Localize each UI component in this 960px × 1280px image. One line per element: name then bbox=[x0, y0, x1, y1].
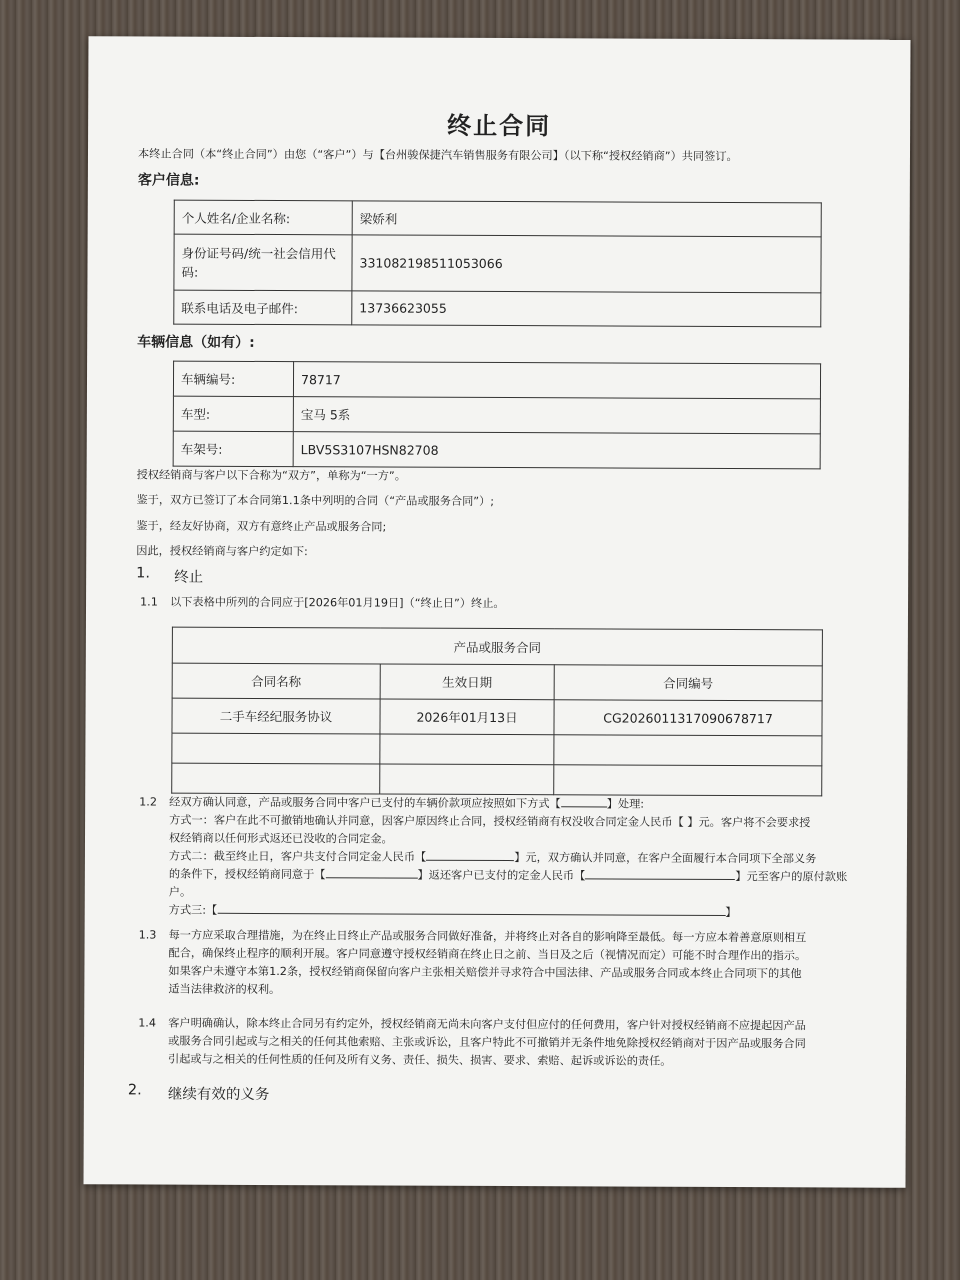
intro-paragraph: 本终止合同（本“终止合同”）由您（“客户”）与【台州骏保捷汽车销售服务有限公司】（以下称“授权经销商”）共同签订。 bbox=[137, 147, 738, 164]
vehicle-vin-value: LBV5S3107HSN82708 bbox=[293, 432, 820, 469]
table-row bbox=[174, 200, 821, 237]
table-row bbox=[172, 698, 822, 736]
vehicle-number-value: 78717 bbox=[293, 362, 820, 399]
option-2-text-d: 】返还客户已支付的定金人民币【 bbox=[417, 868, 586, 883]
clause-1-3-line: 配合，确保终止程序的顺利开展。客户同意遵守授权经销商在终止日之前、当日及之后（视情况而定）可能不时合理作出的指示。 bbox=[168, 946, 807, 963]
contract-table-caption: 产品或服务合同 bbox=[172, 627, 822, 666]
header-effective-date: 生效日期 bbox=[380, 664, 554, 700]
table-row bbox=[173, 431, 820, 469]
option-2-line-3: 户。 bbox=[168, 885, 192, 899]
recital-whereas-2: 鉴于，经友好协商，双方有意终止产品或服务合同; bbox=[136, 519, 387, 534]
vehicle-info-table bbox=[173, 361, 821, 470]
empty-cell bbox=[380, 734, 554, 765]
contract-number-cell: CG2026011317090678717 bbox=[554, 700, 822, 736]
effective-date-cell: 2026年01月13日 bbox=[380, 699, 554, 735]
option-3-blank bbox=[217, 913, 725, 916]
contract-name-cell: 二手车经纪服务协议 bbox=[172, 698, 380, 734]
option-3-text-a: 方式三:【 bbox=[168, 903, 218, 917]
table-row bbox=[172, 663, 822, 701]
deposit-amount-blank bbox=[426, 860, 514, 861]
clause-1-3-line: 适当法律救济的权利。 bbox=[168, 982, 281, 997]
customer-contact-label: 联系电话及电子邮件: bbox=[174, 290, 352, 325]
table-row bbox=[173, 361, 820, 399]
payment-method-blank bbox=[561, 806, 607, 807]
recital-therefore: 因此，授权经销商与客户约定如下: bbox=[136, 544, 308, 559]
customer-name-label: 个人姓名/企业名称: bbox=[174, 200, 352, 235]
table-row bbox=[172, 733, 822, 766]
section-1-title: 终止 bbox=[174, 569, 204, 586]
vehicle-model-value: 宝马 5系 bbox=[293, 397, 820, 434]
recital-whereas-1: 鉴于，双方已签订了本合同第1.1条中列明的合同（“产品或服务合同”）; bbox=[136, 493, 495, 508]
customer-id-label: 身份证号码/统一社会信用代码: bbox=[174, 234, 352, 291]
option-2-text-b: 】元，双方确认并同意，在客户全面履行本合同项下全部义务 bbox=[514, 851, 817, 866]
refund-amount-blank bbox=[585, 878, 735, 880]
option-2-text-c: 的条件下，授权经销商同意于【 bbox=[168, 867, 326, 882]
header-contract-number: 合同编号 bbox=[554, 665, 822, 701]
clause-1-4-line: 客户明确确认，除本终止合同另有约定外，授权经销商无尚未向客户支付但应付的任何费用，客户针对授权经销商不应提起因产品 bbox=[168, 1016, 806, 1033]
vehicle-model-label: 车型: bbox=[173, 396, 293, 432]
option-2-line-2 bbox=[169, 866, 847, 887]
empty-cell bbox=[554, 765, 822, 796]
table-row bbox=[172, 627, 822, 666]
refund-date-blank bbox=[325, 877, 417, 878]
option-2-text-e: 】元至客户的原付款账 bbox=[735, 870, 848, 884]
clause-1-4-line: 引起或与之相关的任何性质的任何及所有义务、责任、损失、损害、要求、索赔、起诉或诉讼的责任。 bbox=[168, 1052, 672, 1068]
document-page bbox=[83, 36, 910, 1188]
table-row bbox=[174, 234, 821, 293]
document-title: 终止合同 bbox=[447, 111, 552, 141]
empty-cell bbox=[380, 764, 554, 795]
empty-cell bbox=[172, 733, 380, 764]
option-3-line bbox=[169, 902, 737, 922]
clause-1-2-text-b: 】处理: bbox=[606, 797, 645, 811]
option-1-line-2: 权经销商以任何形式返还已没收的合同定金。 bbox=[168, 831, 393, 846]
clause-1-1-number: 1.1 bbox=[140, 595, 158, 609]
customer-id-value: 331082198511053066 bbox=[352, 235, 821, 293]
section-2-number: 2. bbox=[127, 1082, 142, 1099]
vehicle-vin-label: 车架号: bbox=[173, 431, 293, 467]
table-row bbox=[173, 396, 820, 434]
clause-1-3-line: 每一方应采取合理措施，为在终止日终止产品或服务合同做好准备，并将终止对各自的影响降至最低。每一方应本着善意原则相互 bbox=[168, 928, 807, 945]
clause-1-3-number: 1.3 bbox=[138, 928, 157, 942]
table-row bbox=[174, 290, 821, 327]
empty-cell bbox=[554, 735, 822, 766]
clause-1-1-text: 以下表格中所列的合同应于[2026年01月19日]（“终止日”）终止。 bbox=[170, 595, 505, 611]
vehicle-number-label: 车辆编号: bbox=[173, 361, 293, 397]
recital-parties: 授权经销商与客户以下合称为“双方”，单称为“一方”。 bbox=[136, 468, 406, 483]
section-2-title: 继续有效的义务 bbox=[167, 1086, 270, 1104]
customer-info-heading: 客户信息: bbox=[137, 172, 200, 189]
table-row bbox=[172, 763, 822, 796]
customer-info-table bbox=[173, 200, 822, 328]
section-1-number: 1. bbox=[136, 565, 151, 582]
vehicle-info-heading: 车辆信息（如有）: bbox=[137, 334, 255, 351]
clause-1-4-number: 1.4 bbox=[138, 1016, 157, 1030]
option-2-text-a: 方式二：截至终止日，客户共支付合同定金人民币【 bbox=[168, 849, 427, 864]
contract-table bbox=[171, 627, 823, 797]
clause-1-2-number: 1.2 bbox=[139, 795, 157, 809]
customer-contact-value: 13736623055 bbox=[352, 291, 821, 327]
clause-1-2-text-a: 经双方确认同意，产品或服务合同中客户已支付的车辆价款项应按照如下方式【 bbox=[169, 795, 561, 811]
option-1-line-1: 方式一：客户在此不可撤销地确认并同意，因客户原因终止合同，授权经销商有权没收合同定金人民币【 】元。客户将不会要求授 bbox=[169, 813, 811, 830]
header-contract-name: 合同名称 bbox=[172, 663, 380, 699]
option-3-text-b: 】 bbox=[725, 905, 737, 920]
clause-1-2-line-1 bbox=[169, 794, 644, 814]
customer-name-value: 梁娇利 bbox=[352, 201, 821, 237]
clause-1-3-line: 如果客户未遵守本第1.2条，授权经销商保留向客户主张相关赔偿并寻求符合中国法律、产品或服务合同或本终止合同项下的其他 bbox=[168, 964, 802, 981]
clause-1-4-line: 或服务合同引起或与之相关的任何其他索赔、主张或诉讼，且客户特此不可撤销并无条件地免除授权经销商对于因产品或服务合同 bbox=[168, 1034, 806, 1051]
empty-cell bbox=[172, 763, 380, 794]
